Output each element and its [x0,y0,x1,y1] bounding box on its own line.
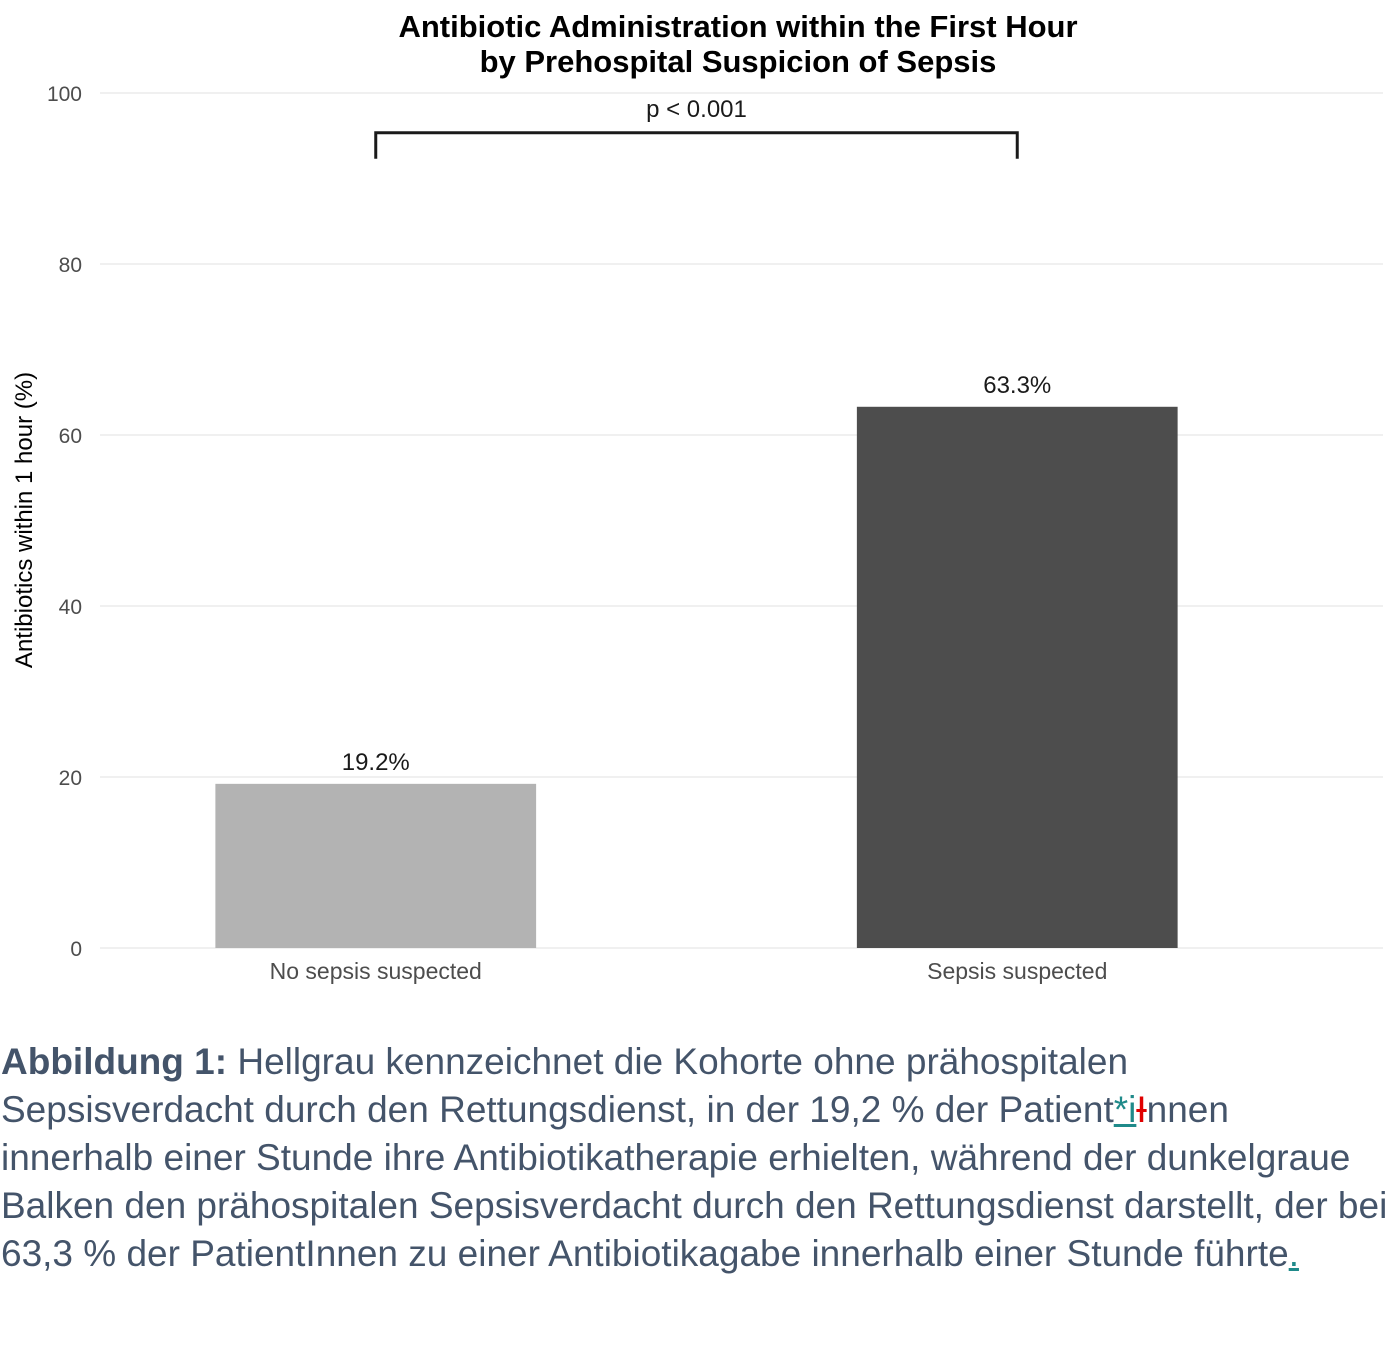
chart-subtitle: by Prehospital Suspicion of Sepsis [479,44,997,79]
x-tick-label: Sepsis suspected [927,958,1108,984]
y-axis-ticks [47,83,82,961]
chart-title: Antibiotic Administration within the First Hour [398,9,1078,44]
caption-end-period: . [1288,1233,1299,1274]
y-axis-label: Antibiotics within 1 hour (%) [11,371,38,669]
y-tick-label: 80 [58,254,82,277]
bars [215,372,1177,984]
y-tick-label: 20 [58,767,82,790]
figure-caption [1,1038,1391,1278]
y-tick-label: 40 [58,596,82,619]
y-tick-label: 0 [70,938,82,961]
caption-inserted-text: *i [1113,1089,1137,1130]
p-value-label: p < 0.001 [646,95,747,123]
caption-deleted-text: I [1136,1089,1147,1130]
caption-lead: Abbildung 1: [1,1041,228,1082]
data-label: 19.2% [341,748,410,776]
caption-text-part2: nnen innerhalb einer Stunde ihre Antibiotikatherapie erhielten, während der dunkelgraue Balken den prähospitalen Sepsisverdacht durch den Rettungsdienst darstellt, der bei 63,3 % der PatientInnen zu einer Antibiotikagabe innerhalb einer Stunde führte [1,1089,1388,1274]
x-tick-label: No sepsis suspected [269,958,482,984]
caption-text-part1: Hellgrau kennzeichnet die Kohorte ohne prähospitalen Sepsisverdacht durch den Rettungsdienst, in der 19,2 % der Patient [1,1041,1129,1130]
significance-bracket [376,96,1018,159]
y-tick-label: 100 [46,83,82,106]
data-label: 63.3% [983,371,1052,399]
y-tick-label: 60 [58,425,82,448]
bracket-line [376,133,1018,159]
bar-1 [857,407,1178,948]
bar-0 [215,784,536,948]
